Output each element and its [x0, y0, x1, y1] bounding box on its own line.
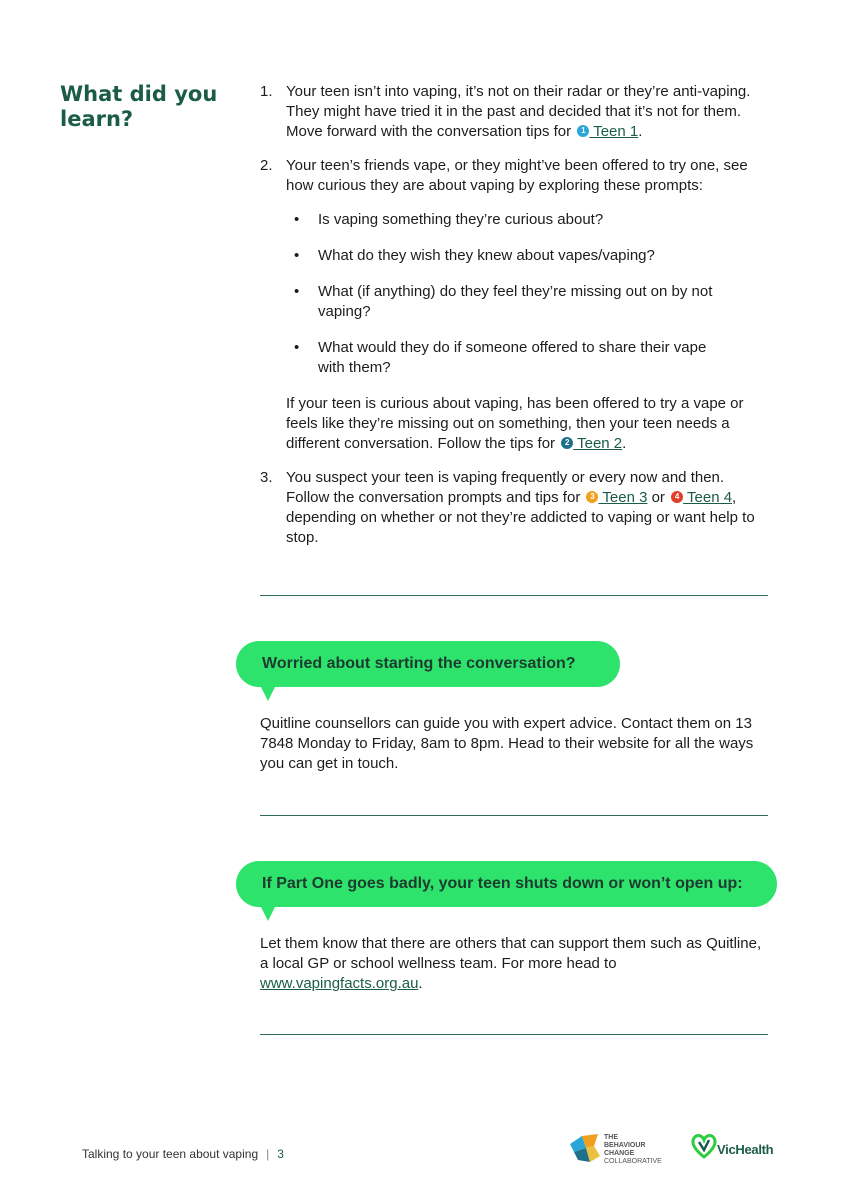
vichealth-logo — [690, 1132, 774, 1162]
bcc-wordmark — [604, 1134, 662, 1166]
page-number: 3 — [277, 1147, 284, 1161]
punctuation: . — [418, 975, 423, 992]
bcc-line: COLLABORATIVE — [604, 1158, 662, 1165]
divider — [260, 1034, 768, 1035]
callout-bubble — [236, 861, 777, 907]
prompt-text: What would they do if someone offered to share their vape with them? — [318, 339, 707, 376]
prompt-item — [286, 282, 718, 322]
teen-3-badge-icon: 3 — [586, 491, 598, 503]
callout-body-text: Let them know that there are others that can support them such as Quitline, a local GP or school wellness team. For more head to — [260, 935, 762, 972]
prompt-text: Is vaping something they’re curious about? — [318, 211, 604, 228]
footer — [82, 1147, 284, 1161]
callout-body: Quitline counsellors can guide you with expert advice. Contact them on 13 7848 Monday to Friday, 8am to 8pm. Head to their website for all the ways you can get in touch. — [260, 715, 754, 772]
punctuation: . — [638, 123, 643, 140]
bcc-line: CHANGE — [604, 1150, 635, 1157]
prompt-item — [286, 246, 718, 266]
vichealth-heart-icon — [690, 1132, 718, 1160]
bullet-icon: • — [294, 339, 300, 356]
footer-title: Talking to your teen about vaping — [82, 1147, 259, 1161]
teen-2-link[interactable]: Teen 2 — [573, 435, 623, 452]
callout-bubble — [236, 641, 620, 687]
prompt-item — [286, 210, 718, 230]
vapingfacts-link[interactable]: www.vapingfacts.org.au — [260, 975, 419, 992]
list-item-3 — [260, 468, 770, 548]
list-number: 2. — [260, 157, 273, 174]
list-item-1 — [260, 82, 770, 142]
list-text: Your teen’s friends vape, or they might’ve been offered to try one, see how curious they are about vaping by exploring these prompts: — [286, 157, 748, 194]
list-number: 1. — [260, 83, 273, 100]
prompt-item — [286, 338, 718, 378]
page-heading: What did you learn? — [60, 82, 218, 131]
speech-tail-icon — [260, 905, 276, 921]
list-number: 3. — [260, 469, 273, 486]
divider — [260, 815, 768, 816]
teen-4-badge-icon: 4 — [671, 491, 683, 503]
list-text-tail: , depending on whether or not they’re addicted to vaping or want help to stop. — [286, 489, 755, 546]
conjunction: or — [647, 489, 670, 506]
teen-3-link[interactable]: Teen 3 — [598, 489, 648, 506]
teen-4-link[interactable]: Teen 4 — [683, 489, 733, 506]
followup-body: If your teen is curious about vaping, has been offered to try a vape or feels like they’re missing out on something, then your teen needs a different conversation. Follow the tips for — [286, 395, 744, 452]
bcc-mark-icon — [568, 1130, 602, 1164]
bcc-line: BEHAVIOUR — [604, 1142, 646, 1149]
list-item-2 — [260, 156, 770, 454]
teen-2-badge-icon: 2 — [561, 437, 573, 449]
followup-text — [286, 394, 770, 454]
divider — [260, 595, 768, 596]
prompt-list — [286, 210, 770, 378]
bullet-icon: • — [294, 247, 300, 264]
prompt-text: What (if anything) do they feel they’re missing out on by not vaping? — [318, 283, 713, 320]
vichealth-wordmark: VicHealth — [717, 1142, 774, 1157]
list-text: Your teen isn’t into vaping, it’s not on their radar or they’re anti-vaping. They might have tried it in the past and decided that it’s not for them. Move forward with the conversation tips for — [286, 83, 751, 140]
callout-heading: If Part One goes badly, your teen shuts down or won’t open up: — [262, 875, 743, 892]
bcc-line: THE — [604, 1134, 618, 1141]
callout-heading: Worried about starting the conversation? — [262, 655, 576, 672]
list-text: You suspect your teen is vaping frequently or every now and then. Follow the conversation prompts and tips for — [286, 469, 725, 506]
teen-1-link[interactable]: Teen 1 — [589, 123, 639, 140]
behaviour-change-collaborative-logo — [568, 1130, 678, 1166]
bullet-icon: • — [294, 283, 300, 300]
callout-body — [260, 934, 770, 994]
teen-1-badge-icon: 1 — [577, 125, 589, 137]
bullet-icon: • — [294, 211, 300, 228]
prompt-text: What do they wish they knew about vapes/vaping? — [318, 247, 655, 264]
speech-tail-icon — [260, 685, 276, 701]
learn-list — [260, 82, 770, 562]
footer-separator: | — [266, 1147, 270, 1161]
punctuation: . — [622, 435, 627, 452]
